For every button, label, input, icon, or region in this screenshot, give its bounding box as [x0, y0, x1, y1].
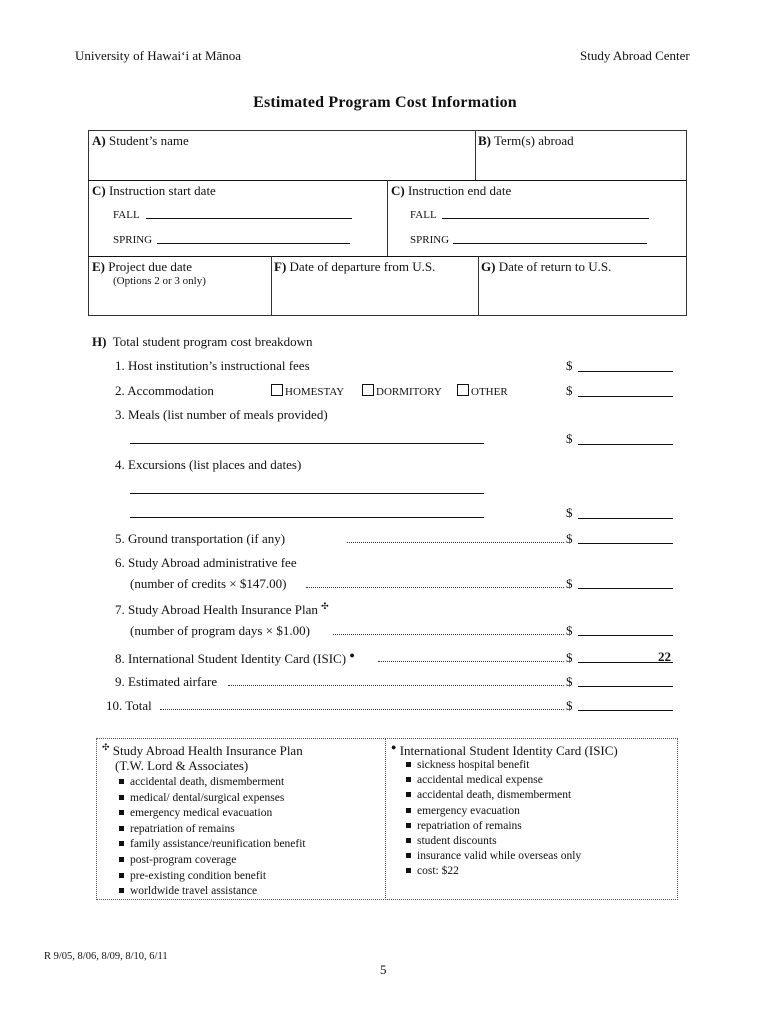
departure-date-field[interactable]: F) Date of departure from U.S. — [274, 259, 436, 274]
other-checkbox[interactable]: OTHER — [457, 384, 508, 398]
item-total-label: 10. Total — [106, 698, 152, 713]
center-name: Study Abroad Center — [580, 48, 690, 63]
item-excursions-label: 4. Excursions (list places and dates) — [115, 457, 302, 472]
item-isic-label: 8. International Student Identity Card (ISIC) ● — [115, 650, 355, 666]
list-item: accidental death, dismemberment — [119, 775, 306, 791]
start-fall-input[interactable] — [146, 218, 352, 219]
dollar-sign: $ — [566, 623, 573, 638]
list-item: accidental death, dismemberment — [406, 788, 581, 803]
host-fees-input[interactable] — [578, 371, 673, 372]
admin-fee-input[interactable] — [578, 588, 673, 589]
dollar-sign: $ — [566, 531, 573, 546]
health-insurance-formula: (number of program days × $1.00) — [130, 623, 310, 638]
item-accommodation-label: 2. Accommodation — [115, 383, 214, 398]
divider — [385, 738, 386, 898]
list-item: family assistance/reunification benefit — [119, 837, 306, 853]
divider — [387, 180, 388, 256]
excursions-description-input[interactable] — [130, 493, 484, 494]
list-item: insurance valid while overseas only — [406, 849, 581, 864]
item-health-insurance-label: 7. Study Abroad Health Insurance Plan ✣ — [115, 601, 329, 617]
instruction-end-label: C) Instruction end date — [391, 183, 512, 198]
end-fall-input[interactable] — [442, 218, 649, 219]
end-fall-label: FALL — [410, 209, 437, 221]
bullet-icon — [406, 823, 411, 828]
dollar-sign: $ — [566, 505, 573, 520]
bullet-icon — [119, 873, 124, 878]
bullet-dot-icon: ● — [349, 650, 355, 660]
bullet-icon — [406, 777, 411, 782]
start-spring-input[interactable] — [157, 243, 350, 244]
dollar-sign: $ — [566, 674, 573, 689]
bullet-icon — [119, 795, 124, 800]
cross-icon: ✣ — [102, 742, 110, 752]
end-spring-label: SPRING — [410, 234, 450, 246]
list-item: cost: $22 — [406, 864, 581, 879]
checkbox-icon — [362, 384, 374, 396]
excursions-description-input-2[interactable] — [130, 517, 484, 518]
start-spring-label: SPRING — [113, 234, 153, 246]
cross-icon: ✣ — [321, 601, 329, 611]
dollar-sign: $ — [566, 650, 573, 665]
dollar-sign: $ — [566, 358, 573, 373]
list-item: post-program coverage — [119, 853, 306, 869]
checkbox-icon — [271, 384, 283, 396]
page-number: 5 — [380, 962, 387, 977]
terms-abroad-field[interactable]: B) Term(s) abroad — [478, 133, 574, 148]
dollar-sign: $ — [566, 698, 573, 713]
student-name-label: Student’s name — [108, 133, 189, 148]
leader-dots — [228, 675, 564, 686]
project-due-date-field[interactable]: E) Project due date — [92, 259, 192, 274]
leader-dots — [347, 532, 564, 543]
total-input[interactable] — [578, 710, 673, 711]
bullet-icon — [406, 838, 411, 843]
excursions-input[interactable] — [578, 518, 673, 519]
bullet-icon — [119, 779, 124, 784]
bullet-icon — [119, 888, 124, 893]
meals-description-input[interactable] — [130, 443, 484, 444]
checkbox-icon — [457, 384, 469, 396]
bullet-icon — [119, 826, 124, 831]
item-admin-fee-label: 6. Study Abroad administrative fee — [115, 555, 297, 570]
page-title: Estimated Program Cost Information — [253, 94, 517, 111]
leader-dots — [333, 624, 564, 635]
insurance-list — [119, 775, 306, 900]
bullet-icon — [406, 762, 411, 767]
admin-fee-formula: (number of credits × $147.00) — [130, 576, 287, 591]
airfare-input[interactable] — [578, 686, 673, 687]
bullet-icon — [406, 792, 411, 797]
list-item: emergency evacuation — [406, 804, 581, 819]
institution-name: University of Hawaiʻi at Mānoa — [75, 48, 242, 63]
project-due-note: (Options 2 or 3 only) — [113, 275, 206, 287]
list-item: pre-existing condition benefit — [119, 869, 306, 885]
list-item: accidental medical expense — [406, 773, 581, 788]
divider — [475, 130, 476, 180]
bullet-icon — [119, 810, 124, 815]
bullet-dot-icon: ● — [391, 742, 397, 752]
start-fall-label: FALL — [113, 209, 140, 221]
bullet-icon — [406, 868, 411, 873]
divider — [271, 256, 272, 315]
list-item: medical/ dental/surgical expenses — [119, 791, 306, 807]
insurance-title: ✣ Study Abroad Health Insurance Plan — [102, 742, 303, 758]
dollar-sign: $ — [566, 576, 573, 591]
leader-dots — [306, 577, 564, 588]
divider — [478, 256, 479, 315]
item-meals-label: 3. Meals (list number of meals provided) — [115, 407, 328, 422]
list-item: repatriation of remains — [119, 822, 306, 838]
list-item: student discounts — [406, 834, 581, 849]
item-host-fees-label: 1. Host institution’s instructional fees — [115, 358, 310, 373]
leader-dots — [378, 651, 564, 662]
item-ground-transport-label: 5. Ground transportation (if any) — [115, 531, 286, 546]
isic-value: 22 — [658, 649, 671, 664]
bullet-icon — [406, 808, 411, 813]
cost-breakdown-heading: H) Total student program cost breakdown — [92, 334, 313, 349]
ground-transport-input[interactable] — [578, 543, 673, 544]
list-item: sickness hospital benefit — [406, 758, 581, 773]
bullet-icon — [119, 857, 124, 862]
health-insurance-input[interactable] — [578, 635, 673, 636]
isic-title: ● International Student Identity Card (ISIC) — [391, 742, 618, 758]
return-date-field[interactable]: G) Date of return to U.S. — [481, 259, 612, 274]
bullet-icon — [406, 853, 411, 858]
terms-abroad-label: Term(s) abroad — [494, 133, 574, 148]
dollar-sign: $ — [566, 431, 573, 446]
instruction-start-label: C) Instruction start date — [92, 183, 216, 198]
list-item: repatriation of remains — [406, 819, 581, 834]
leader-dots — [160, 699, 564, 710]
end-spring-input[interactable] — [453, 243, 647, 244]
homestay-checkbox[interactable]: HOMESTAY — [271, 384, 344, 398]
list-item: worldwide travel assistance — [119, 884, 306, 900]
student-name-field[interactable]: A) Student’s name — [92, 133, 189, 148]
revision-note: R 9/05, 8/06, 8/09, 8/10, 6/11 — [44, 951, 168, 962]
insurance-subtitle: (T.W. Lord & Associates) — [115, 758, 249, 773]
accommodation-input[interactable] — [578, 396, 673, 397]
divider — [88, 256, 686, 257]
item-airfare-label: 9. Estimated airfare — [115, 674, 218, 689]
dollar-sign: $ — [566, 383, 573, 398]
bullet-icon — [119, 841, 124, 846]
dormitory-checkbox[interactable]: DORMITORY — [362, 384, 442, 398]
isic-list — [406, 758, 581, 880]
list-item: emergency medical evacuation — [119, 806, 306, 822]
meals-input[interactable] — [578, 444, 673, 445]
